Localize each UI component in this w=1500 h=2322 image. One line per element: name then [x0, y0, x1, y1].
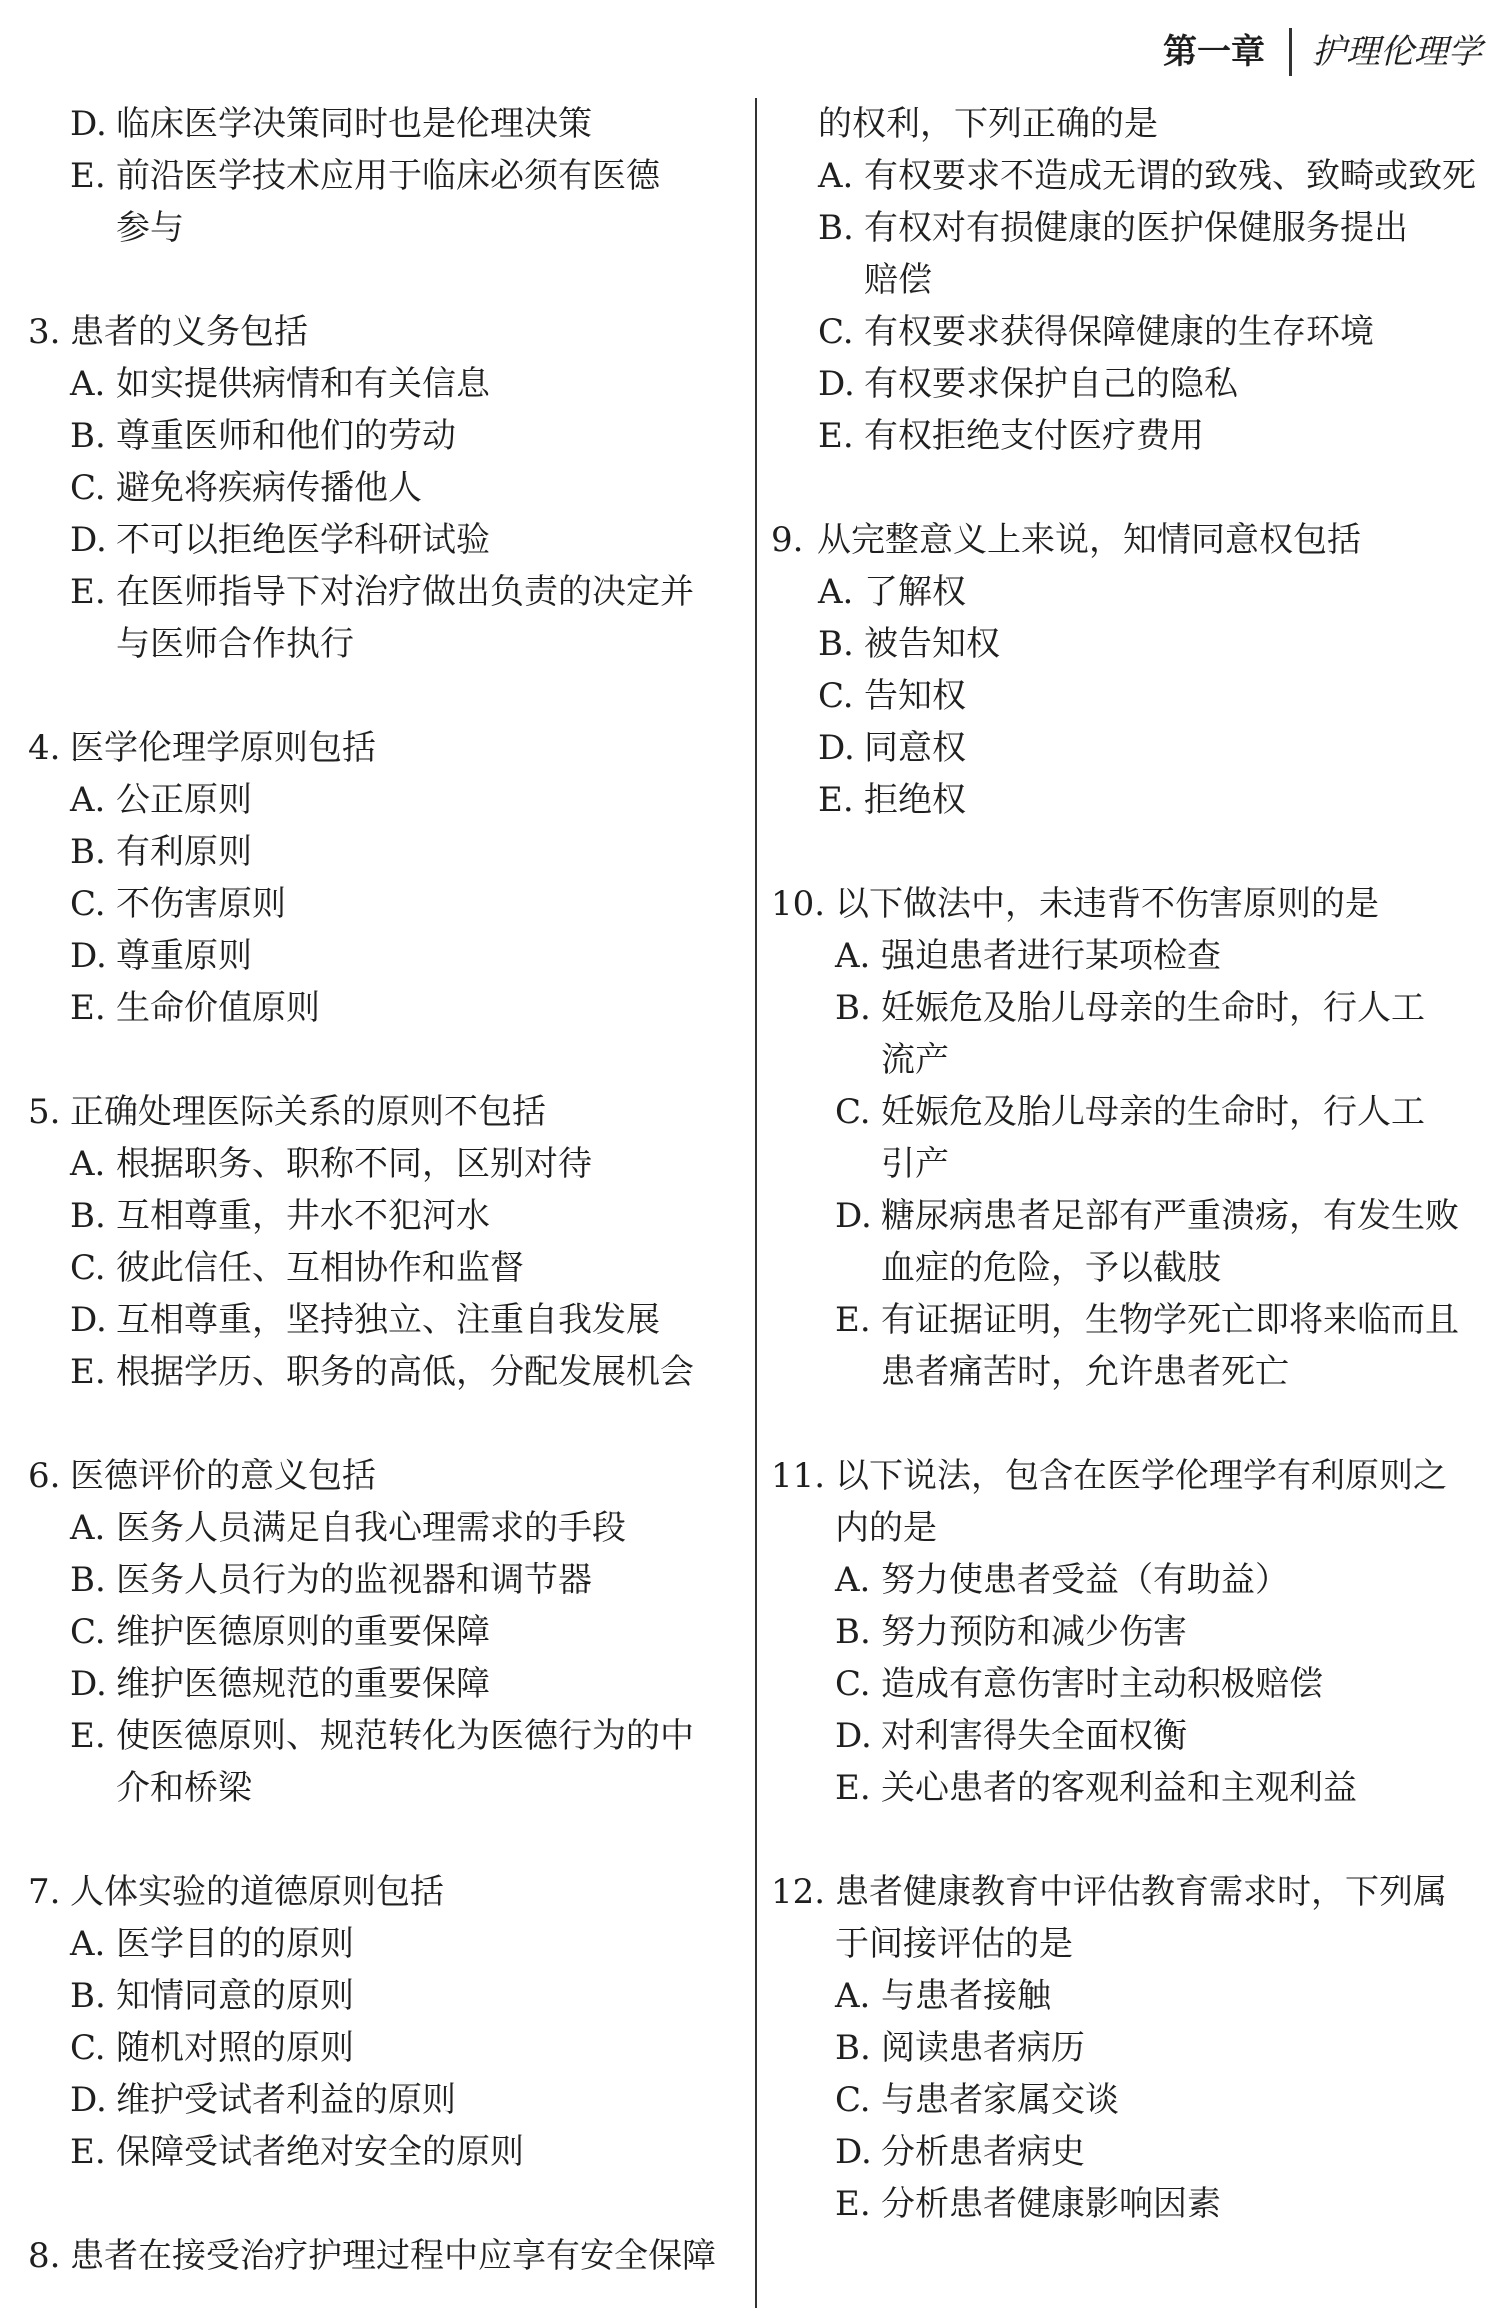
option-a: A. 与患者接触	[835, 1976, 1051, 2016]
option-c: C. 维护医德原则的重要保障	[70, 1612, 490, 1652]
option-a: A. 医学目的的原则	[70, 1924, 354, 1964]
option-e: E. 分析患者健康影响因素	[835, 2184, 1221, 2224]
question-6	[0, 1450, 745, 1814]
column-divider	[755, 98, 757, 2308]
option-b: B. 被告知权	[818, 624, 1000, 664]
option-e: E. 根据学历、职务的高低，分配发展机会	[70, 1352, 694, 1392]
option-a: A. 有权要求不造成无谓的致残、致畸或致死	[818, 156, 1476, 196]
option-e: E. 在医师指导下对治疗做出负责的决定并 与医师合作执行	[70, 572, 694, 664]
chapter-label: 第一章	[1163, 32, 1265, 72]
option-e: E. 有权拒绝支付医疗费用	[818, 416, 1204, 456]
question-stem: 4. 医学伦理学原则包括	[28, 728, 376, 768]
option-a: A. 如实提供病情和有关信息	[70, 364, 490, 404]
question-stem: 6. 医德评价的意义包括	[28, 1456, 376, 1496]
question-2-continued	[0, 98, 745, 254]
right-column	[768, 98, 1493, 2230]
option-d: D. 有权要求保护自己的隐私	[818, 364, 1238, 404]
question-stem: 3. 患者的义务包括	[28, 312, 308, 352]
option-c: C. 有权要求获得保障健康的生存环境	[818, 312, 1374, 352]
option-c: C. 避免将疾病传播他人	[70, 468, 422, 508]
question-stem: 9. 从完整意义上来说，知情同意权包括	[771, 520, 1361, 560]
question-12	[768, 1866, 1493, 2230]
option-e: E. 保障受试者绝对安全的原则	[70, 2132, 524, 2172]
option-e: E. 生命价值原则	[70, 988, 320, 1028]
question-11	[768, 1450, 1493, 1814]
question-stem: 8. 患者在接受治疗护理过程中应享有安全保障	[28, 2236, 716, 2276]
option-d: D. 不可以拒绝医学科研试验	[70, 520, 490, 560]
option-a: A. 根据职务、职称不同，区别对待	[70, 1144, 592, 1184]
header-divider	[1289, 28, 1292, 76]
question-stem: 11. 以下说法，包含在医学伦理学有利原则之 内的是	[771, 1456, 1447, 1548]
option-c: C. 造成有意伤害时主动积极赔偿	[835, 1664, 1323, 1704]
question-3	[0, 306, 745, 670]
option-c: C. 随机对照的原则	[70, 2028, 354, 2068]
option-d: D. 尊重原则	[70, 936, 252, 976]
option-d: D. 维护受试者利益的原则	[70, 2080, 456, 2120]
option-d: D. 维护医德规范的重要保障	[70, 1664, 490, 1704]
option-e: E. 前沿医学技术应用于临床必须有医德 参与	[70, 156, 660, 248]
option-e: E. 使医德原则、规范转化为医德行为的中 介和桥梁	[70, 1716, 694, 1808]
question-10	[768, 878, 1493, 1398]
option-a: A. 医务人员满足自我心理需求的手段	[70, 1508, 626, 1548]
option-c: C. 与患者家属交谈	[835, 2080, 1119, 2120]
question-7	[0, 1866, 745, 2178]
option-b: B. 知情同意的原则	[70, 1976, 354, 2016]
option-b: B. 尊重医师和他们的劳动	[70, 416, 456, 456]
option-d: D. 互相尊重，坚持独立、注重自我发展	[70, 1300, 660, 1340]
left-column	[0, 98, 745, 2282]
question-stem: 12. 患者健康教育中评估教育需求时，下列属 于间接评估的是	[771, 1872, 1447, 1964]
option-b: B. 医务人员行为的监视器和调节器	[70, 1560, 592, 1600]
subject-label: 护理伦理学	[1312, 32, 1482, 72]
running-header	[1163, 28, 1482, 76]
option-c: C. 彼此信任、互相协作和监督	[70, 1248, 524, 1288]
option-b: B. 有利原则	[70, 832, 252, 872]
option-b: B. 妊娠危及胎儿母亲的生命时，行人工 流产	[835, 988, 1425, 1080]
option-b: B. 努力预防和减少伤害	[835, 1612, 1187, 1652]
question-stem: 7. 人体实验的道德原则包括	[28, 1872, 444, 1912]
question-stem: 5. 正确处理医际关系的原则不包括	[28, 1092, 546, 1132]
option-b: B. 有权对有损健康的医护保健服务提出 赔偿	[818, 208, 1408, 300]
option-a: A. 公正原则	[70, 780, 252, 820]
question-5	[0, 1086, 745, 1398]
option-a: A. 了解权	[818, 572, 966, 612]
option-c: C. 告知权	[818, 676, 966, 716]
option-c: C. 不伤害原则	[70, 884, 286, 924]
option-b: B. 阅读患者病历	[835, 2028, 1085, 2068]
question-8-continued	[768, 98, 1493, 462]
option-d: D. 临床医学决策同时也是伦理决策	[70, 104, 592, 144]
option-c: C. 妊娠危及胎儿母亲的生命时，行人工 引产	[835, 1092, 1425, 1184]
question-8	[0, 2230, 745, 2282]
question-stem-continued: 的权利，下列正确的是	[818, 104, 1158, 144]
option-e: E. 有证据证明，生物学死亡即将来临而且 患者痛苦时，允许患者死亡	[835, 1300, 1459, 1392]
option-d: D. 对利害得失全面权衡	[835, 1716, 1187, 1756]
option-d: D. 糖尿病患者足部有严重溃疡，有发生败 血症的危险，予以截肢	[835, 1196, 1459, 1288]
option-a: A. 努力使患者受益（有助益）	[835, 1560, 1289, 1600]
question-stem: 10. 以下做法中，未违背不伤害原则的是	[771, 884, 1379, 924]
option-a: A. 强迫患者进行某项检查	[835, 936, 1221, 976]
question-9	[768, 514, 1493, 826]
option-e: E. 关心患者的客观利益和主观利益	[835, 1768, 1357, 1808]
option-d: D. 同意权	[818, 728, 966, 768]
question-4	[0, 722, 745, 1034]
option-b: B. 互相尊重，井水不犯河水	[70, 1196, 490, 1236]
option-d: D. 分析患者病史	[835, 2132, 1085, 2172]
option-e: E. 拒绝权	[818, 780, 966, 820]
